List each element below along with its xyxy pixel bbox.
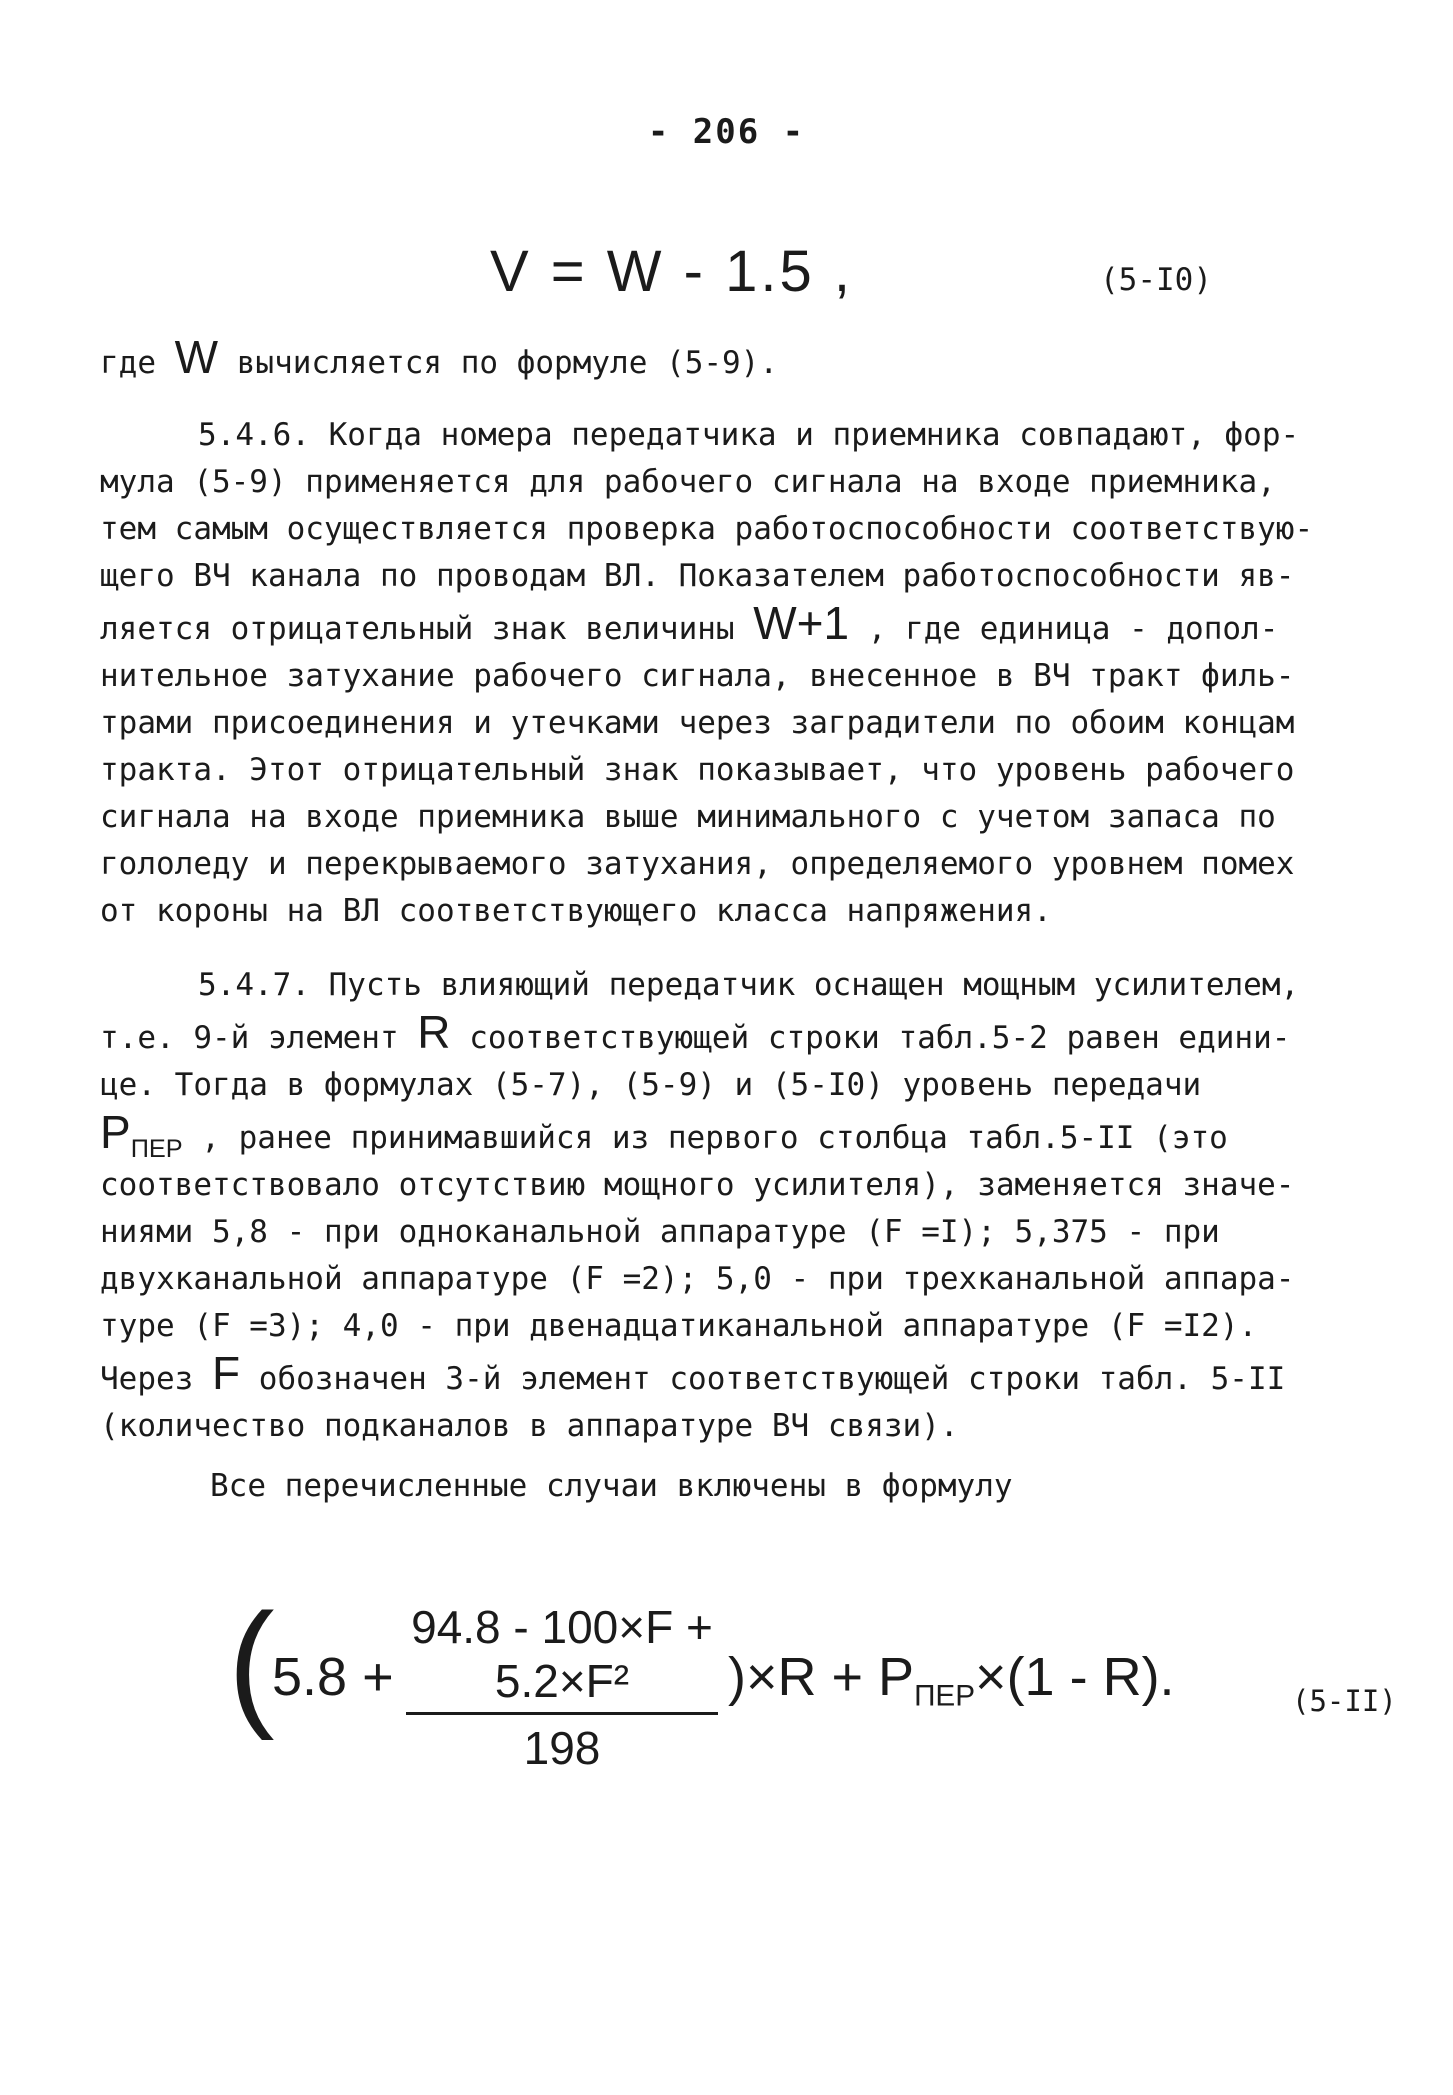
where-prefix: где <box>100 345 156 381</box>
formula-5-10: V = W - 1.5 , <box>490 239 853 304</box>
text-line: ляется отрицательный знак величины W+1 , где единица - допол- <box>100 597 1279 649</box>
text-line: 5.4.7. Пусть влияющий передатчик оснащен мощным усилителем, <box>198 967 1300 1003</box>
variable-p-per: $P_{ПЕР}$ <box>100 1106 183 1163</box>
page-number: - 206 - <box>647 112 806 152</box>
text-line: щего ВЧ канала по проводам ВЛ. Показателем работоспособности яв- <box>100 558 1295 594</box>
open-paren: ( <box>228 1584 275 1741</box>
expression-w-plus-1: W+1 <box>753 597 850 649</box>
where-line <box>100 331 779 383</box>
text-line: це. Тогда в формулах (5-7), (5-9) и (5-I0) уровень передачи <box>100 1067 1202 1103</box>
paragraph-5-4-7 <box>100 962 1355 1450</box>
text-line: ниями 5,8 - при одноканальной аппаратуре (F =I); 5,375 - при <box>100 1214 1220 1251</box>
text-line: трами присоединения и утечками через заградители по обоим концам <box>100 705 1295 741</box>
summary-line: Все перечисленные случаи включены в формулу <box>210 1468 1013 1504</box>
variable-w: W <box>174 331 219 383</box>
formula-5-10-number: (5-I0) <box>1100 262 1212 298</box>
formula-fraction <box>406 1600 718 1775</box>
where-text: вычисляется по формуле (5-9). <box>236 345 779 381</box>
fraction-bar <box>406 1712 718 1715</box>
text-line: сигнала на входе приемника выше минимального с учетом запаса по <box>100 799 1276 835</box>
text-line: т.е. 9-й элемент R соответствующей строки табл.5-2 равен едини- <box>100 1006 1291 1058</box>
formula-r-term: )$\times R + P_{ПЕР}\times(1 - R)$. <box>728 1647 1175 1713</box>
text-line: 5.4.6. Когда номера передатчика и приемника совпадают, фор- <box>198 417 1300 453</box>
variable-f: F <box>212 1347 241 1400</box>
variable-r: R <box>417 1006 451 1058</box>
paragraph-5-4-6 <box>100 412 1355 935</box>
text-line: тракта. Этот отрицательный знак показывает, что уровень рабочего <box>100 752 1295 788</box>
text-line: мула (5-9) применяется для рабочего сигнала на входе приемника, <box>100 464 1276 500</box>
text-line: двухканальной аппаратуре (F =2); 5,0 - при трехканальной аппара- <box>100 1261 1295 1298</box>
formula-term-1: 5.8 + <box>272 1647 394 1707</box>
text-line: тем самым осуществляется проверка работоспособности соответствую- <box>100 511 1314 547</box>
text-line: гололеду и перекрываемого затухания, определяемого уровнем помех <box>100 846 1295 882</box>
text-line: нительное затухание рабочего сигнала, внесенное в ВЧ тракт филь- <box>100 658 1295 694</box>
text-line: (количество подканалов в аппаратуре ВЧ связи). <box>100 1408 959 1445</box>
text-line: соответствовало отсутствию мощного усилителя), заменяется значе- <box>100 1167 1295 1204</box>
text-line: туре (F =3); 4,0 - при двенадцатиканальной аппаратуре (F =I2). <box>100 1308 1258 1345</box>
text-line: $P_{ПЕР}$ , ранее принимавшийся из первого столбца табл.5-II (это <box>100 1106 1228 1163</box>
formula-5-11 <box>228 1584 1418 1774</box>
fraction-denominator: 198 <box>523 1722 601 1774</box>
text-line: Через F обозначен 3-й элемент соответствующей строки табл. 5-II <box>100 1347 1286 1400</box>
text-line: от короны на ВЛ соответствующего класса напряжения. <box>100 893 1052 929</box>
formula-5-11-number: (5-II) <box>1292 1684 1397 1718</box>
fraction-numerator: 94.8 - 100×F + 5.2×F² <box>411 1601 713 1707</box>
